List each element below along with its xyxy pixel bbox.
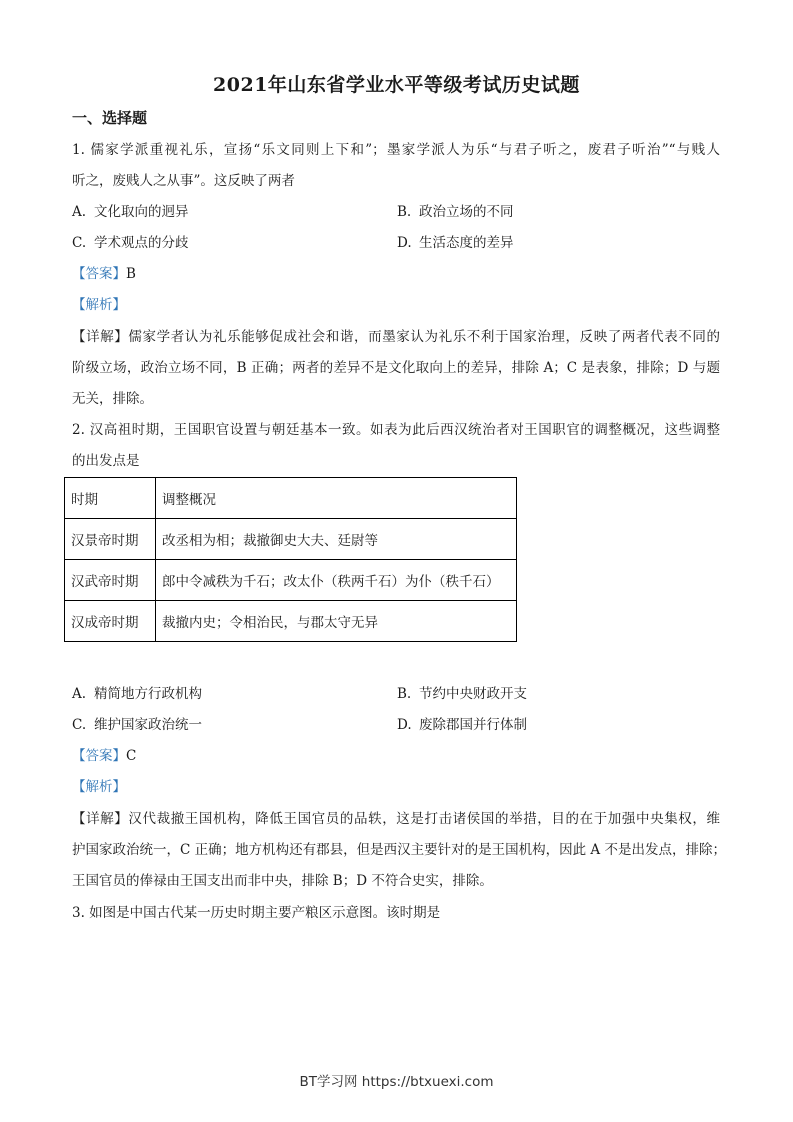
page-title: 2021年山东省学业水平等级考试历史试题 [213, 74, 580, 96]
q1-detail-line1: 【详解】儒家学者认为礼乐能够促成社会和谐，而墨家认为礼乐不利于国家治理，反映了两者代表不同的 [72, 329, 720, 345]
q1-option-c [72, 234, 189, 252]
table-cell-period: 汉景帝时期 [65, 519, 156, 560]
option-text: 学术观点的分歧 [94, 235, 189, 251]
table-cell-adjustment: 郎中令减秩为千石；改太仆（秩两千石）为仆（秩千石） [156, 560, 517, 601]
q2-option-b [397, 685, 527, 703]
option-text: 维护国家政治统一 [94, 717, 202, 733]
footer-watermark: BT学习网 https://btxuexi.com [299, 1074, 494, 1090]
answer-tag: 【答案】 [72, 266, 126, 282]
q2-option-c [72, 716, 202, 734]
q1-analysis-tag: 【解析】 [72, 297, 126, 313]
q2-stem-line2: 的出发点是 [72, 453, 140, 469]
option-text: 废除郡国并行体制 [419, 717, 527, 733]
q1-stem-line2: 听之，废贱人之从事”。这反映了两者 [72, 173, 295, 189]
option-text: 政治立场的不同 [419, 204, 514, 220]
option-text: 精简地方行政机构 [94, 686, 202, 702]
q2-stem-line1: 2. 汉高祖时期，王国职官设置与朝廷基本一致。如表为此后西汉统治者对王国职官的调整概况，这些调整 [72, 422, 720, 438]
table-row [65, 519, 517, 560]
q1-option-b [397, 203, 514, 221]
option-letter: C. [72, 717, 87, 733]
q2-detail-line2: 护国家政治统一，C 正确；地方机构还有郡县，但是西汉主要针对的是王国机构，因此 A 不是出发点，排除； [72, 842, 726, 858]
table-header-row [65, 478, 517, 519]
table-row [65, 601, 517, 642]
q2-option-a [72, 685, 202, 703]
option-text: 生活态度的差异 [419, 235, 514, 251]
q1-option-d [397, 234, 514, 252]
table-header-cell: 时期 [65, 478, 156, 519]
option-letter: B. [397, 204, 412, 220]
q1-option-a [72, 203, 189, 221]
option-letter: D. [397, 717, 412, 733]
table-cell-period: 汉成帝时期 [65, 601, 156, 642]
option-text: 文化取向的迥异 [94, 204, 189, 220]
answer-value: B [126, 266, 136, 282]
q2-detail-line1: 【详解】汉代裁撤王国机构，降低王国官员的品轶，这是打击诸侯国的举措，目的在于加强中央集权，维 [72, 811, 720, 827]
q2-option-d [397, 716, 527, 734]
q3-stem-line1: 3. 如图是中国古代某一历史时期主要产粮区示意图。该时期是 [72, 905, 441, 921]
q1-detail-line2: 阶级立场，政治立场不同，B 正确；两者的差异不是文化取向上的差异，排除 A；C 是表象，排除；D 与题 [72, 360, 720, 376]
answer-value: C [126, 748, 137, 764]
option-letter: D. [397, 235, 412, 251]
table-cell-adjustment: 裁撤内史；令相治民，与郡太守无异 [156, 601, 517, 642]
table-row [65, 560, 517, 601]
option-letter: A. [72, 204, 87, 220]
q2-detail-line3: 王国官员的俸禄由王国支出而非中央，排除 B；D 不符合史实，排除。 [72, 873, 493, 889]
q1-stem-line1: 1. 儒家学派重视礼乐，宣扬“乐文同则上下和”；墨家学派人为乐“与君子听之，废君子听治”“与贱人 [72, 142, 720, 158]
table-header-cell: 调整概况 [156, 478, 517, 519]
q1-answer [72, 265, 136, 283]
option-text: 节约中央财政开支 [419, 686, 527, 702]
option-letter: C. [72, 235, 87, 251]
q2-analysis-tag: 【解析】 [72, 779, 126, 795]
q2-answer [72, 747, 136, 765]
table-cell-period: 汉武帝时期 [65, 560, 156, 601]
q1-detail-line3: 无关，排除。 [72, 391, 153, 407]
option-letter: B. [397, 686, 412, 702]
q2-adjustment-table [64, 477, 517, 642]
option-letter: A. [72, 686, 87, 702]
section-heading: 一、选择题 [72, 109, 148, 127]
answer-tag: 【答案】 [72, 748, 126, 764]
table-cell-adjustment: 改丞相为相；裁撤御史大夫、廷尉等 [156, 519, 517, 560]
